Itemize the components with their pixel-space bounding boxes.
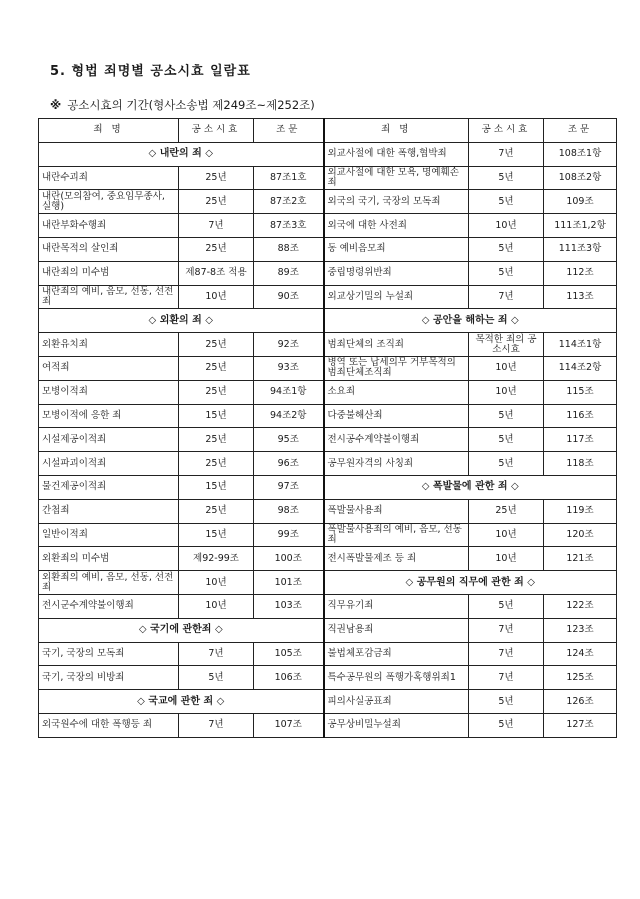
article-number: 92조 (254, 333, 324, 357)
limitation-period: 25년 (179, 237, 254, 261)
crime-name: 소요죄 (324, 380, 469, 404)
crime-name: 물건제공이적죄 (39, 475, 179, 499)
crime-name: 외교사절에 대한 폭행,협박죄 (324, 142, 469, 166)
header-article: 조문 (254, 119, 324, 143)
limitation-period: 5년 (469, 713, 544, 737)
section-heading: ◇ 국교에 관한 죄 ◇ (39, 690, 324, 714)
limitation-period: 7년 (469, 642, 544, 666)
crime-name: 직무유기죄 (324, 594, 469, 618)
article-number: 124조 (544, 642, 617, 666)
table-row (39, 571, 617, 595)
note-mark: ※ (50, 98, 62, 112)
limitation-period: 5년 (469, 190, 544, 214)
article-number: 108조1항 (544, 142, 617, 166)
crime-name: 내란수괴죄 (39, 166, 179, 190)
crime-name: 동 예비음모죄 (324, 237, 469, 261)
crime-name: 국기, 국장의 비방죄 (39, 666, 179, 690)
limitation-period: 5년 (179, 666, 254, 690)
article-number: 116조 (544, 404, 617, 428)
crime-name: 다중불해산죄 (324, 404, 469, 428)
article-number: 96조 (254, 452, 324, 476)
header-crime: 죄 명 (324, 119, 469, 143)
subtitle (50, 97, 315, 113)
table-row (39, 523, 617, 547)
limitation-period: 15년 (179, 523, 254, 547)
limitation-period: 7년 (469, 618, 544, 642)
article-number: 118조 (544, 452, 617, 476)
limitation-period: 15년 (179, 404, 254, 428)
article-number: 109조 (544, 190, 617, 214)
crime-name: 모병이적죄 (39, 380, 179, 404)
table-row (39, 499, 617, 523)
crime-name: 전시군수계약불이행죄 (39, 594, 179, 618)
table-row (39, 356, 617, 380)
article-number: 99조 (254, 523, 324, 547)
crime-name: 내란부화수행죄 (39, 214, 179, 238)
crime-name: 병역 또는 납세의무 거부목적의 범죄단체조직죄 (324, 356, 469, 380)
table-row (39, 666, 617, 690)
table-row (39, 237, 617, 261)
table-row (39, 713, 617, 737)
limitation-period: 제87-8조 적용 (179, 261, 254, 285)
table-row (39, 190, 617, 214)
article-number: 126조 (544, 690, 617, 714)
article-number: 94조2항 (254, 404, 324, 428)
limitation-period: 7년 (179, 713, 254, 737)
crime-name: 시설제공이적죄 (39, 428, 179, 452)
article-number: 119조 (544, 499, 617, 523)
header-article: 조문 (544, 119, 617, 143)
article-number: 115조 (544, 380, 617, 404)
crime-name: 외국에 대한 사전죄 (324, 214, 469, 238)
table-row (39, 380, 617, 404)
table-row (39, 690, 617, 714)
crime-name: 모병이적에 응한 죄 (39, 404, 179, 428)
header-period: 공소시효 (469, 119, 544, 143)
table-row (39, 285, 617, 309)
limitation-period: 25년 (179, 428, 254, 452)
crime-name: 일반이적죄 (39, 523, 179, 547)
article-number: 93조 (254, 356, 324, 380)
article-number: 100조 (254, 547, 324, 571)
limitation-period: 25년 (179, 452, 254, 476)
crime-name: 폭발물사용죄의 예비, 음모, 선동죄 (324, 523, 469, 547)
crime-name: 간첩죄 (39, 499, 179, 523)
crime-name: 국기, 국장의 모독죄 (39, 642, 179, 666)
section-heading: ◇ 공안을 해하는 죄 ◇ (324, 309, 617, 333)
crime-name: 내란죄의 미수범 (39, 261, 179, 285)
header-period: 공소시효 (179, 119, 254, 143)
crime-name: 공무상비밀누설죄 (324, 713, 469, 737)
crime-name: 외교사절에 대한 모욕, 명예훼손죄 (324, 166, 469, 190)
section-heading: ◇ 내란의 죄 ◇ (39, 142, 324, 166)
article-number: 114조2항 (544, 356, 617, 380)
article-number: 111조1,2항 (544, 214, 617, 238)
article-number: 125조 (544, 666, 617, 690)
article-number: 89조 (254, 261, 324, 285)
article-number: 87조3호 (254, 214, 324, 238)
limitation-period: 25년 (179, 333, 254, 357)
limitation-period: 25년 (179, 380, 254, 404)
table-row (39, 166, 617, 190)
limitation-period: 15년 (179, 475, 254, 499)
table-row (39, 404, 617, 428)
table-header-row (39, 119, 617, 143)
limitation-period: 제92-99조 (179, 547, 254, 571)
limitation-period: 5년 (469, 166, 544, 190)
limitation-period: 10년 (469, 523, 544, 547)
table-row (39, 428, 617, 452)
crime-name: 공무원자격의 사칭죄 (324, 452, 469, 476)
crime-name: 내란(모의참여, 중요임무종사, 실행) (39, 190, 179, 214)
section-heading: ◇ 국기에 관한죄 ◇ (39, 618, 324, 642)
section-heading: ◇ 외환의 죄 ◇ (39, 309, 324, 333)
article-number: 121조 (544, 547, 617, 571)
table-row (39, 452, 617, 476)
limitation-period: 7년 (469, 666, 544, 690)
limitation-period: 5년 (469, 428, 544, 452)
section-heading: ◇ 공무원의 직무에 관한 죄 ◇ (324, 571, 617, 595)
article-number: 111조3항 (544, 237, 617, 261)
table-row (39, 142, 617, 166)
limitation-period: 5년 (469, 594, 544, 618)
limitation-period: 7년 (179, 642, 254, 666)
table-row (39, 475, 617, 499)
article-number: 87조1호 (254, 166, 324, 190)
limitation-period: 10년 (469, 380, 544, 404)
limitation-period: 5년 (469, 690, 544, 714)
crime-name: 시설파괴이적죄 (39, 452, 179, 476)
limitation-period: 7년 (179, 214, 254, 238)
crime-name: 외국원수에 대한 폭행등 죄 (39, 713, 179, 737)
crime-name: 외국의 국기, 국장의 모독죄 (324, 190, 469, 214)
article-number: 113조 (544, 285, 617, 309)
page-title: 5. 형법 죄명별 공소시효 일람표 (50, 64, 251, 79)
crime-name: 전시폭발물제조 등 죄 (324, 547, 469, 571)
article-number: 103조 (254, 594, 324, 618)
article-number: 114조1항 (544, 333, 617, 357)
article-number: 101조 (254, 571, 324, 595)
limitation-period: 10년 (469, 547, 544, 571)
article-number: 87조2호 (254, 190, 324, 214)
article-number: 127조 (544, 713, 617, 737)
limitation-period: 10년 (469, 214, 544, 238)
statute-table (38, 118, 617, 738)
article-number: 120조 (544, 523, 617, 547)
article-number: 106조 (254, 666, 324, 690)
crime-name: 외교상기밀의 누설죄 (324, 285, 469, 309)
crime-name: 불법체포감금죄 (324, 642, 469, 666)
article-number: 105조 (254, 642, 324, 666)
crime-name: 내란목적의 살인죄 (39, 237, 179, 261)
table-row (39, 618, 617, 642)
article-number: 98조 (254, 499, 324, 523)
table-row (39, 594, 617, 618)
table-row (39, 642, 617, 666)
table-row (39, 333, 617, 357)
limitation-period: 25년 (179, 499, 254, 523)
limitation-period: 10년 (179, 594, 254, 618)
limitation-period: 7년 (469, 142, 544, 166)
article-number: 97조 (254, 475, 324, 499)
table-row (39, 547, 617, 571)
article-number: 123조 (544, 618, 617, 642)
crime-name: 특수공무원의 폭행가혹행위죄1 (324, 666, 469, 690)
crime-name: 외환유치죄 (39, 333, 179, 357)
crime-name: 중립명령위반죄 (324, 261, 469, 285)
crime-name: 내란죄의 예비, 음모, 선동, 선전죄 (39, 285, 179, 309)
article-number: 90조 (254, 285, 324, 309)
limitation-period: 10년 (469, 356, 544, 380)
limitation-period: 5년 (469, 452, 544, 476)
table-row (39, 214, 617, 238)
article-number: 117조 (544, 428, 617, 452)
article-number: 108조2항 (544, 166, 617, 190)
limitation-period: 7년 (469, 285, 544, 309)
crime-name: 여적죄 (39, 356, 179, 380)
limitation-period: 10년 (179, 285, 254, 309)
crime-name: 외환죄의 예비, 음모, 선동, 선전죄 (39, 571, 179, 595)
crime-name: 외환죄의 미수범 (39, 547, 179, 571)
limitation-period: 25년 (469, 499, 544, 523)
limitation-period: 25년 (179, 356, 254, 380)
article-number: 94조1항 (254, 380, 324, 404)
article-number: 88조 (254, 237, 324, 261)
section-heading: ◇ 폭발물에 관한 죄 ◇ (324, 475, 617, 499)
article-number: 122조 (544, 594, 617, 618)
limitation-period: 5년 (469, 237, 544, 261)
crime-name: 폭발물사용죄 (324, 499, 469, 523)
limitation-period: 목적한 죄의 공소시효 (469, 333, 544, 357)
limitation-period: 10년 (179, 571, 254, 595)
header-crime: 죄 명 (39, 119, 179, 143)
table-row (39, 261, 617, 285)
limitation-period: 5년 (469, 404, 544, 428)
limitation-period: 25년 (179, 166, 254, 190)
crime-name: 직권남용죄 (324, 618, 469, 642)
limitation-period: 25년 (179, 190, 254, 214)
article-number: 95조 (254, 428, 324, 452)
crime-name: 전시공수계약불이행죄 (324, 428, 469, 452)
crime-name: 피의사실공표죄 (324, 690, 469, 714)
subtitle-text: 공소시효의 기간(형사소송법 제249조~제252조) (67, 98, 315, 112)
article-number: 112조 (544, 261, 617, 285)
table-row (39, 309, 617, 333)
crime-name: 범죄단체의 조직죄 (324, 333, 469, 357)
article-number: 107조 (254, 713, 324, 737)
limitation-period: 5년 (469, 261, 544, 285)
